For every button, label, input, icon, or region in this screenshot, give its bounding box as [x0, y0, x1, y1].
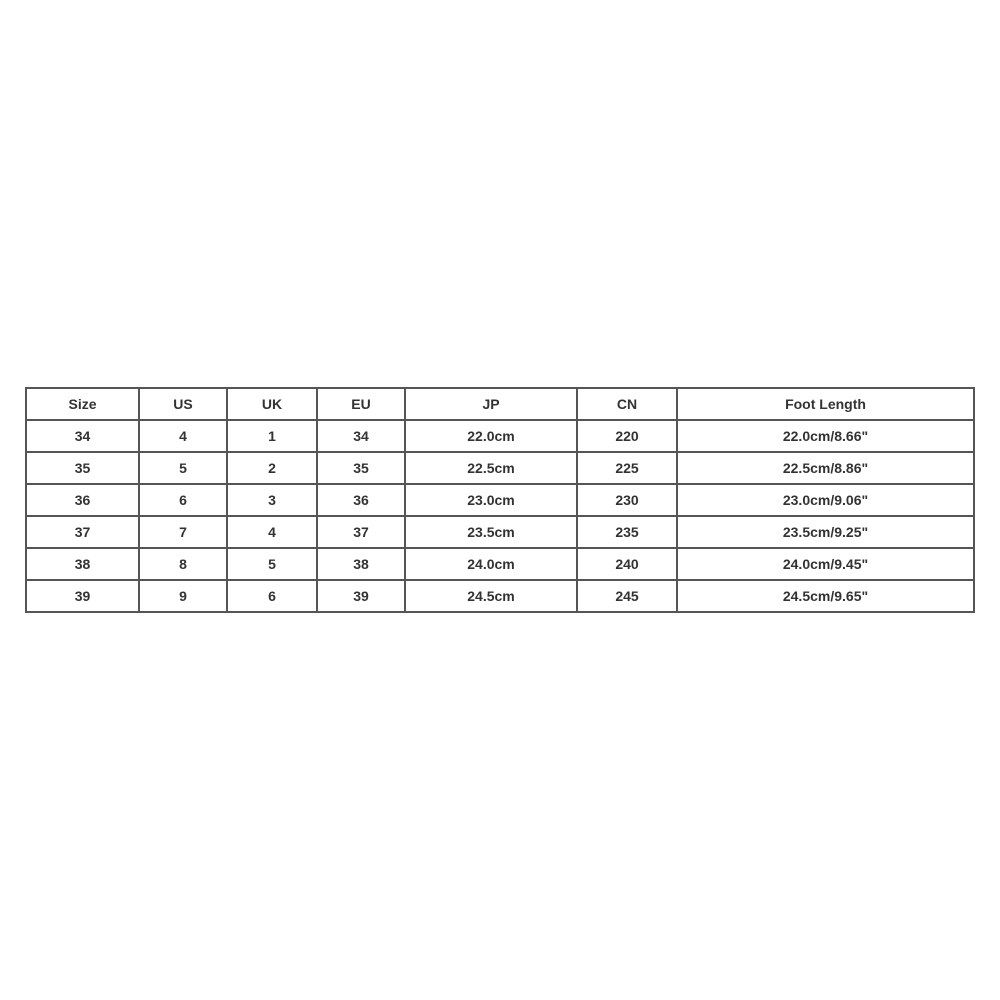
- cell-size: 36: [27, 485, 140, 517]
- cell-size: 37: [27, 517, 140, 549]
- cell-eu: 34: [318, 421, 406, 453]
- cell-eu: 39: [318, 581, 406, 613]
- cell-foot-length: 22.0cm/8.66": [678, 421, 975, 453]
- cell-eu: 35: [318, 453, 406, 485]
- cell-eu: 38: [318, 549, 406, 581]
- header-uk: UK: [228, 389, 318, 421]
- cell-cn: 220: [578, 421, 678, 453]
- cell-size: 39: [27, 581, 140, 613]
- table-row: [27, 485, 975, 517]
- cell-foot-length: 24.5cm/9.65": [678, 581, 975, 613]
- cell-us: 4: [140, 421, 228, 453]
- cell-jp: 23.5cm: [406, 517, 578, 549]
- cell-jp: 24.5cm: [406, 581, 578, 613]
- cell-eu: 36: [318, 485, 406, 517]
- cell-jp: 23.0cm: [406, 485, 578, 517]
- cell-jp: 22.0cm: [406, 421, 578, 453]
- table-row: [27, 549, 975, 581]
- cell-us: 5: [140, 453, 228, 485]
- table-row: [27, 581, 975, 613]
- cell-size: 38: [27, 549, 140, 581]
- header-eu: EU: [318, 389, 406, 421]
- cell-uk: 4: [228, 517, 318, 549]
- cell-uk: 6: [228, 581, 318, 613]
- header-foot-length: Foot Length: [678, 389, 975, 421]
- cell-us: 9: [140, 581, 228, 613]
- size-chart-table: [25, 387, 975, 613]
- cell-us: 7: [140, 517, 228, 549]
- cell-jp: 24.0cm: [406, 549, 578, 581]
- header-size: Size: [27, 389, 140, 421]
- cell-size: 35: [27, 453, 140, 485]
- table-row: [27, 453, 975, 485]
- cell-jp: 22.5cm: [406, 453, 578, 485]
- cell-cn: 245: [578, 581, 678, 613]
- cell-cn: 230: [578, 485, 678, 517]
- cell-uk: 3: [228, 485, 318, 517]
- cell-foot-length: 22.5cm/8.86": [678, 453, 975, 485]
- header-cn: CN: [578, 389, 678, 421]
- cell-uk: 1: [228, 421, 318, 453]
- table-row: [27, 421, 975, 453]
- table-row: [27, 517, 975, 549]
- cell-size: 34: [27, 421, 140, 453]
- cell-foot-length: 23.5cm/9.25": [678, 517, 975, 549]
- cell-cn: 225: [578, 453, 678, 485]
- cell-foot-length: 24.0cm/9.45": [678, 549, 975, 581]
- cell-uk: 2: [228, 453, 318, 485]
- header-us: US: [140, 389, 228, 421]
- header-jp: JP: [406, 389, 578, 421]
- table-header-row: [27, 389, 975, 421]
- cell-uk: 5: [228, 549, 318, 581]
- cell-cn: 235: [578, 517, 678, 549]
- cell-cn: 240: [578, 549, 678, 581]
- cell-eu: 37: [318, 517, 406, 549]
- cell-us: 6: [140, 485, 228, 517]
- cell-foot-length: 23.0cm/9.06": [678, 485, 975, 517]
- cell-us: 8: [140, 549, 228, 581]
